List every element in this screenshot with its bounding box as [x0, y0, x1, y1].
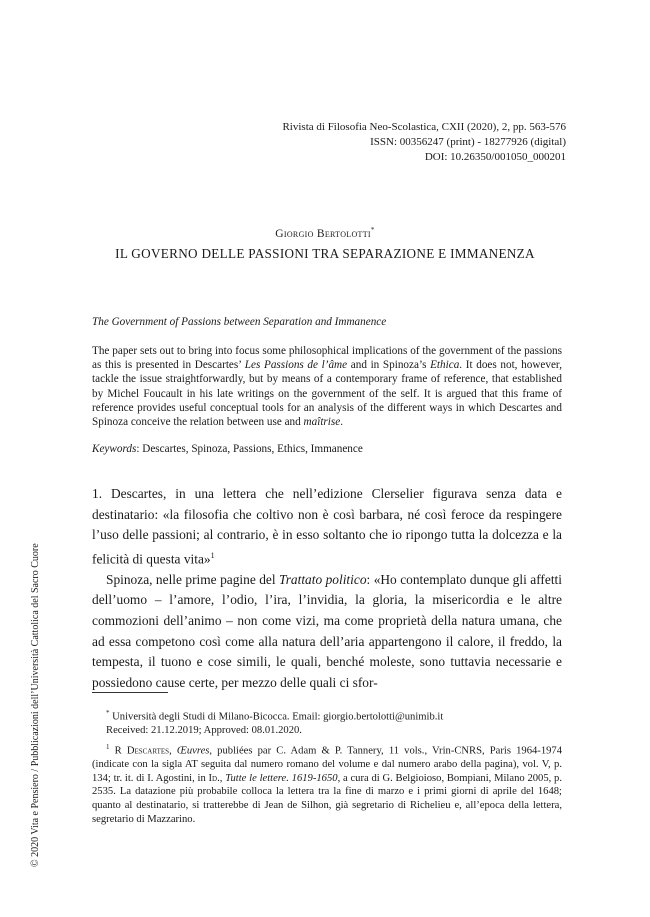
abstract-text: . It does not, however, tackle the issue straightforwardly, but by means of a contemporary frame of reference, that established by Michel Foucault in his late writings on the government of the self. It is argued that this frame of reference provides useful conceptual tools for an analysis of the different ways in which Descartes and Spinoza conceive the relation between use and [92, 359, 562, 429]
received-dates: Received: 21.12.2019; Approved: 08.01.2020. [106, 725, 302, 737]
abstract-text: . [340, 416, 344, 429]
abstract-italic: maîtrise [303, 416, 341, 429]
body-text [92, 484, 562, 693]
author-name: Giorgio Bertolotti [275, 227, 371, 240]
author-line [0, 226, 650, 240]
footnote-italic: Œuvres [176, 745, 210, 757]
abstract-text: and in Spinoza’s [347, 359, 431, 372]
journal-header [282, 120, 566, 165]
abstract-italic: Ethica [430, 359, 460, 372]
paragraph-italic: Trattato politico [279, 571, 367, 587]
paragraph-text: Spinoza, nelle prime pagine del [106, 571, 279, 587]
paragraph-text: : «Ho contemplato dunque gli affetti dell’uomo – l’amore, l’odio, l’ira, l’invidia, la gloria, la misericordia e le altre commozioni dell’animo – non come vizi, ma come proprietà della natura umana, che ad essa competono così come alla natura dell’aria appartengono il calore, il freddo, la tempesta, il tuono e cose simili, le quali, benché moleste, sono tuttavia necessarie e possiedono cause certe, per mezzo delle quali ci sfor- [92, 571, 562, 690]
article-title: IL GOVERNO DELLE PASSIONI TRA SEPARAZIONE E IMMANENZA [115, 246, 535, 261]
footnote-mark: * [106, 709, 110, 717]
keywords-label: Keywords [92, 443, 137, 455]
footnote-mark: 1 [106, 743, 110, 751]
abstract-italic: Les Passions de l’âme [244, 359, 348, 372]
footnote-author: Id [208, 772, 218, 784]
doi-line: DOI: 10.26350/001050_000201 [424, 151, 566, 163]
keywords [92, 443, 363, 455]
english-title: The Government of Passions between Separation and Immanence [92, 316, 387, 328]
footnote-divider [92, 692, 168, 693]
abstract-text: The paper sets out to bring into focus some philosophical implications of the government of the passions as this is presented in Descartes’ [92, 345, 562, 372]
paragraph [92, 484, 562, 570]
footnote-text: , a cura di G. Belgioioso, Bompiani, Milano 2005, p. 2535. La datazione più probabile colloca la lettera tra la fine di marzo e i primi giorni di aprile del 1648; quanto al destinatario, si tratterebbe di Jean de Silhon, già segretario di Richelieu e, all’epoca della lettera, segretario di Mazzarino. [92, 772, 562, 825]
journal-citation: Rivista di Filosofia Neo-Scolastica, CXII (2020), 2, pp. 563-576 [282, 121, 566, 133]
footnote-author [92, 707, 562, 738]
affiliation-text: Università degli Studi di Milano-Bicocca. Email: giorgio.bertolotti@unimib.it [112, 711, 444, 723]
footnote-italic: Tutte le lettere. 1619-1650 [225, 772, 338, 784]
keywords-list: : Descartes, Spinoza, Passions, Ethics, Immanence [136, 443, 363, 455]
abstract [92, 344, 562, 429]
footnote-author: R Descartes [114, 745, 170, 757]
paragraph-text: 1. Descartes, in una lettera che nell’edizione Clerselier figurava senza data e destinatario: «la filosofia che coltivo non è così barbara, né così feroce da respingere l’uso delle passioni; al contrario, è in esso soltanto che io ripongo tutta la dolcezza e la felicità di questa vita» [92, 486, 562, 567]
issn-line: ISSN: 00356247 (print) - 18277926 (digital) [370, 136, 566, 148]
paragraph [92, 570, 562, 694]
footnote-1: $^1$ R Descartes, Œuvres, publiées par C. Adam & P. Tannery, 11 vols., Vrin-CNRS, Paris 1964-1974 (indicate con la sigla AT seguita dal numero romano del volume e dal numero arabo della pagina), vol. V, p. 134; tr. it. di I. Agostini, in Id., Tutte le lettere. 1619-1650, a cura di G. Belgioioso, Bompiani, Milano 2005, p. 2535. La datazione più probabile colloca la lettera tra la fine di marzo e i primi giorni di aprile del 1648; quanto al destinatario, si tratterebbe di Jean de Silhon, già segretario di Richelieu e, all’epoca della lettera, segretario di Mazzarino. [92, 743, 563, 825]
footnote-text: , publiées par C. Adam & P. Tannery, 11 vols., Vrin-CNRS, Paris 1964-1974 (indicate con la sigla AT seguita dal numero romano del volume e dal numero arabo della pagina), vol. V, p. 134; tr. it. di I. Agostini, in [92, 745, 563, 784]
footnote-ref[interactable]: 1 [210, 550, 215, 560]
author-footnote-mark: * [370, 226, 375, 234]
copyright-sidebar: © 2020 Vita e Pensiero / Pubblicazioni dell’Università Cattolica del Sacro Cuore [30, 543, 41, 867]
